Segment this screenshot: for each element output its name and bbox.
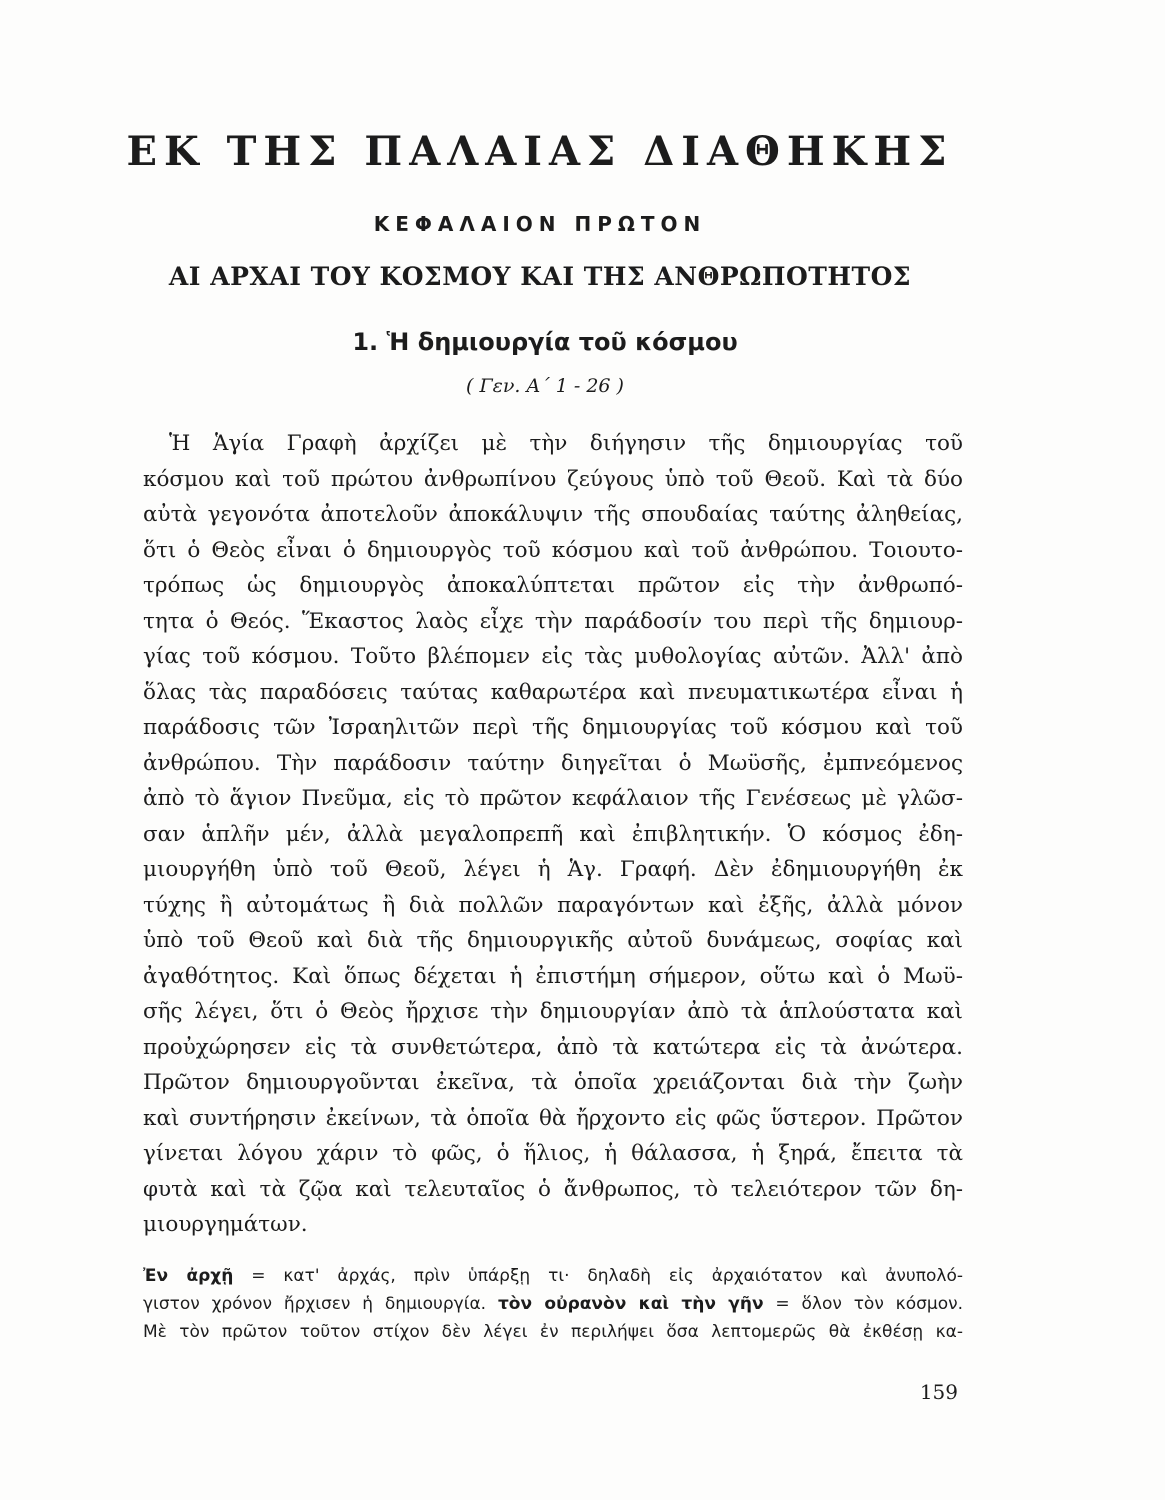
footnote-text: = κατ' ἀρχάς, πρὶν ὑπάρξῃ τι· δηλαδὴ εἰς ἀρχαιότατον καὶ ἀνυπολό- [233,1266,963,1286]
footnote-line [143,1262,963,1290]
body-line: ἀγαθότητος. Καὶ ὅπως δέχεται ἡ ἐπιστήμη σήμερον, οὕτω καὶ ὁ Μωϋ- [143,963,963,989]
main-title: ΕΚ ΤΗΣ ΠΑΛΑΙΑΣ ΔΙΑΘΗΚΗΣ [126,128,954,175]
body-line: ὑπὸ τοῦ Θεοῦ καὶ διὰ τῆς δημιουργικῆς αὐτοῦ δυνάμεως, σοφίας καὶ [143,928,963,953]
body-line: τρόπως ὡς δημιουργὸς ἀποκαλύπτεται πρῶτον εἰς τὴν ἀνθρωπό- [143,573,963,598]
body-line: γίνεται λόγου χάριν τὸ φῶς, ὁ ἥλιος, ἡ θάλασσα, ἡ ξηρά, ἔπειτα τὰ [143,1141,963,1166]
body-line: παράδοσις τῶν Ἰσραηλιτῶν περὶ τῆς δημιουργίας τοῦ κόσμου καὶ τοῦ [143,715,963,740]
body-line: τύχης ἢ αὐτομάτως ἢ διὰ πολλῶν παραγόντων καὶ ἐξῆς, ἀλλὰ μόνον [143,892,963,918]
body-line: γίας τοῦ κόσμου. Τοῦτο βλέπομεν εἰς τὰς μυθολογίας αὐτῶν. Ἀλλ' ἀπὸ [143,644,963,669]
body-line: ὅλας τὰς παραδόσεις ταύτας καθαρωτέρα καὶ πνευματικωτέρα εἶναι ἡ [143,679,963,705]
body-line: αὐτὰ γεγονότα ἀποτελοῦν ἀποκάλυψιν τῆς σπουδαίας ταύτης ἀληθείας, [143,502,963,527]
body-line: φυτὰ καὶ τὰ ζῷα καὶ τελευταῖος ὁ ἄνθρωπος, τὸ τελειότερον τῶν δη- [143,1176,963,1202]
footnote-term: τὸν οὐρανὸν καὶ τὴν γῆν [497,1294,764,1314]
chapter-title: ΑΙ ΑΡΧΑΙ ΤΟΥ ΚΟΣΜΟΥ ΚΑΙ ΤΗΣ ΑΝΘΡΩΠΟΤΗΤΟΣ [168,262,912,291]
footnote-text: γιστον χρόνον ἤρχισεν ἡ δημιουργία. [143,1294,498,1314]
body-line: καὶ συντήρησιν ἐκείνων, τὰ ὁποῖα θὰ ἤρχοντο εἰς φῶς ὕστερον. Πρῶτον [143,1105,963,1131]
footnote-term: Ἐν ἀρχῇ [143,1266,234,1286]
body-line: σαν ἁπλῆν μέν, ἀλλὰ μεγαλοπρεπῆ καὶ ἐπιβλητικήν. Ὁ κόσμος ἐδη- [143,821,963,847]
footnote-text: = ὅλον τὸν κόσμον. [763,1294,963,1314]
footnote-line: Μὲ τὸν πρῶτον τοῦτον στίχον δὲν λέγει ἐν περιλήψει ὅσα λεπτομερῶς θὰ ἐκθέσῃ κα- [143,1322,963,1342]
body-line: ὅτι ὁ Θεὸς εἶναι ὁ δημιουργὸς τοῦ κόσμου καὶ τοῦ ἀνθρώπου. Τοιουτο- [143,537,963,563]
chapter-label: ΚΕΦΑΛΑΙΟΝ ΠΡΩΤΟΝ [373,212,707,236]
body-line: τητα ὁ Θεός. Ἕκαστος λαὸς εἶχε τὴν παράδοσίν του περὶ τῆς δημιουρ- [143,608,963,634]
body-text [143,426,963,1243]
body-line: ἀπὸ τὸ ἅγιον Πνεῦμα, εἰς τὸ πρῶτον κεφάλαιον τῆς Γενέσεως μὲ γλῶσ- [143,786,963,811]
body-line: μιουργήθη ὑπὸ τοῦ Θεοῦ, λέγει ἡ Ἁγ. Γραφή. Δὲν ἐδημιουργήθη ἐκ [143,857,963,882]
section-title: 1. Ἡ δημιουργία τοῦ κόσμου [352,328,738,356]
body-line: μιουργημάτων. [143,1212,308,1237]
body-line: προὐχώρησεν εἰς τὰ συνθετώτερα, ἀπὸ τὰ κατώτερα εἰς τὰ ἀνώτερα. [143,1034,963,1060]
scripture-reference: ( Γεν. Α΄ 1 - 26 ) [466,375,624,397]
body-line: σῆς λέγει, ὅτι ὁ Θεὸς ἤρχισε τὴν δημιουργίαν ἀπὸ τὰ ἁπλούστατα καὶ [143,999,963,1024]
body-line: Ἡ Ἁγία Γραφὴ ἀρχίζει μὲ τὴν διήγησιν τῆς δημιουργίας τοῦ [169,431,963,456]
body-line: ἀνθρώπου. Τὴν παράδοσιν ταύτην διηγεῖται ὁ Μωϋσῆς, ἐμπνεόμενος [143,750,963,776]
body-line: κόσμου καὶ τοῦ πρώτου ἀνθρωπίνου ζεύγους ὑπὸ τοῦ Θεοῦ. Καὶ τὰ δύο [143,466,963,492]
footnotes [143,1262,963,1346]
body-line: Πρῶτον δημιουργοῦνται ἐκεῖνα, τὰ ὁποῖα χρειάζονται διὰ τὴν ζωὴν [143,1070,963,1095]
footnote-line [143,1290,963,1318]
page-number: 159 [919,1380,958,1404]
